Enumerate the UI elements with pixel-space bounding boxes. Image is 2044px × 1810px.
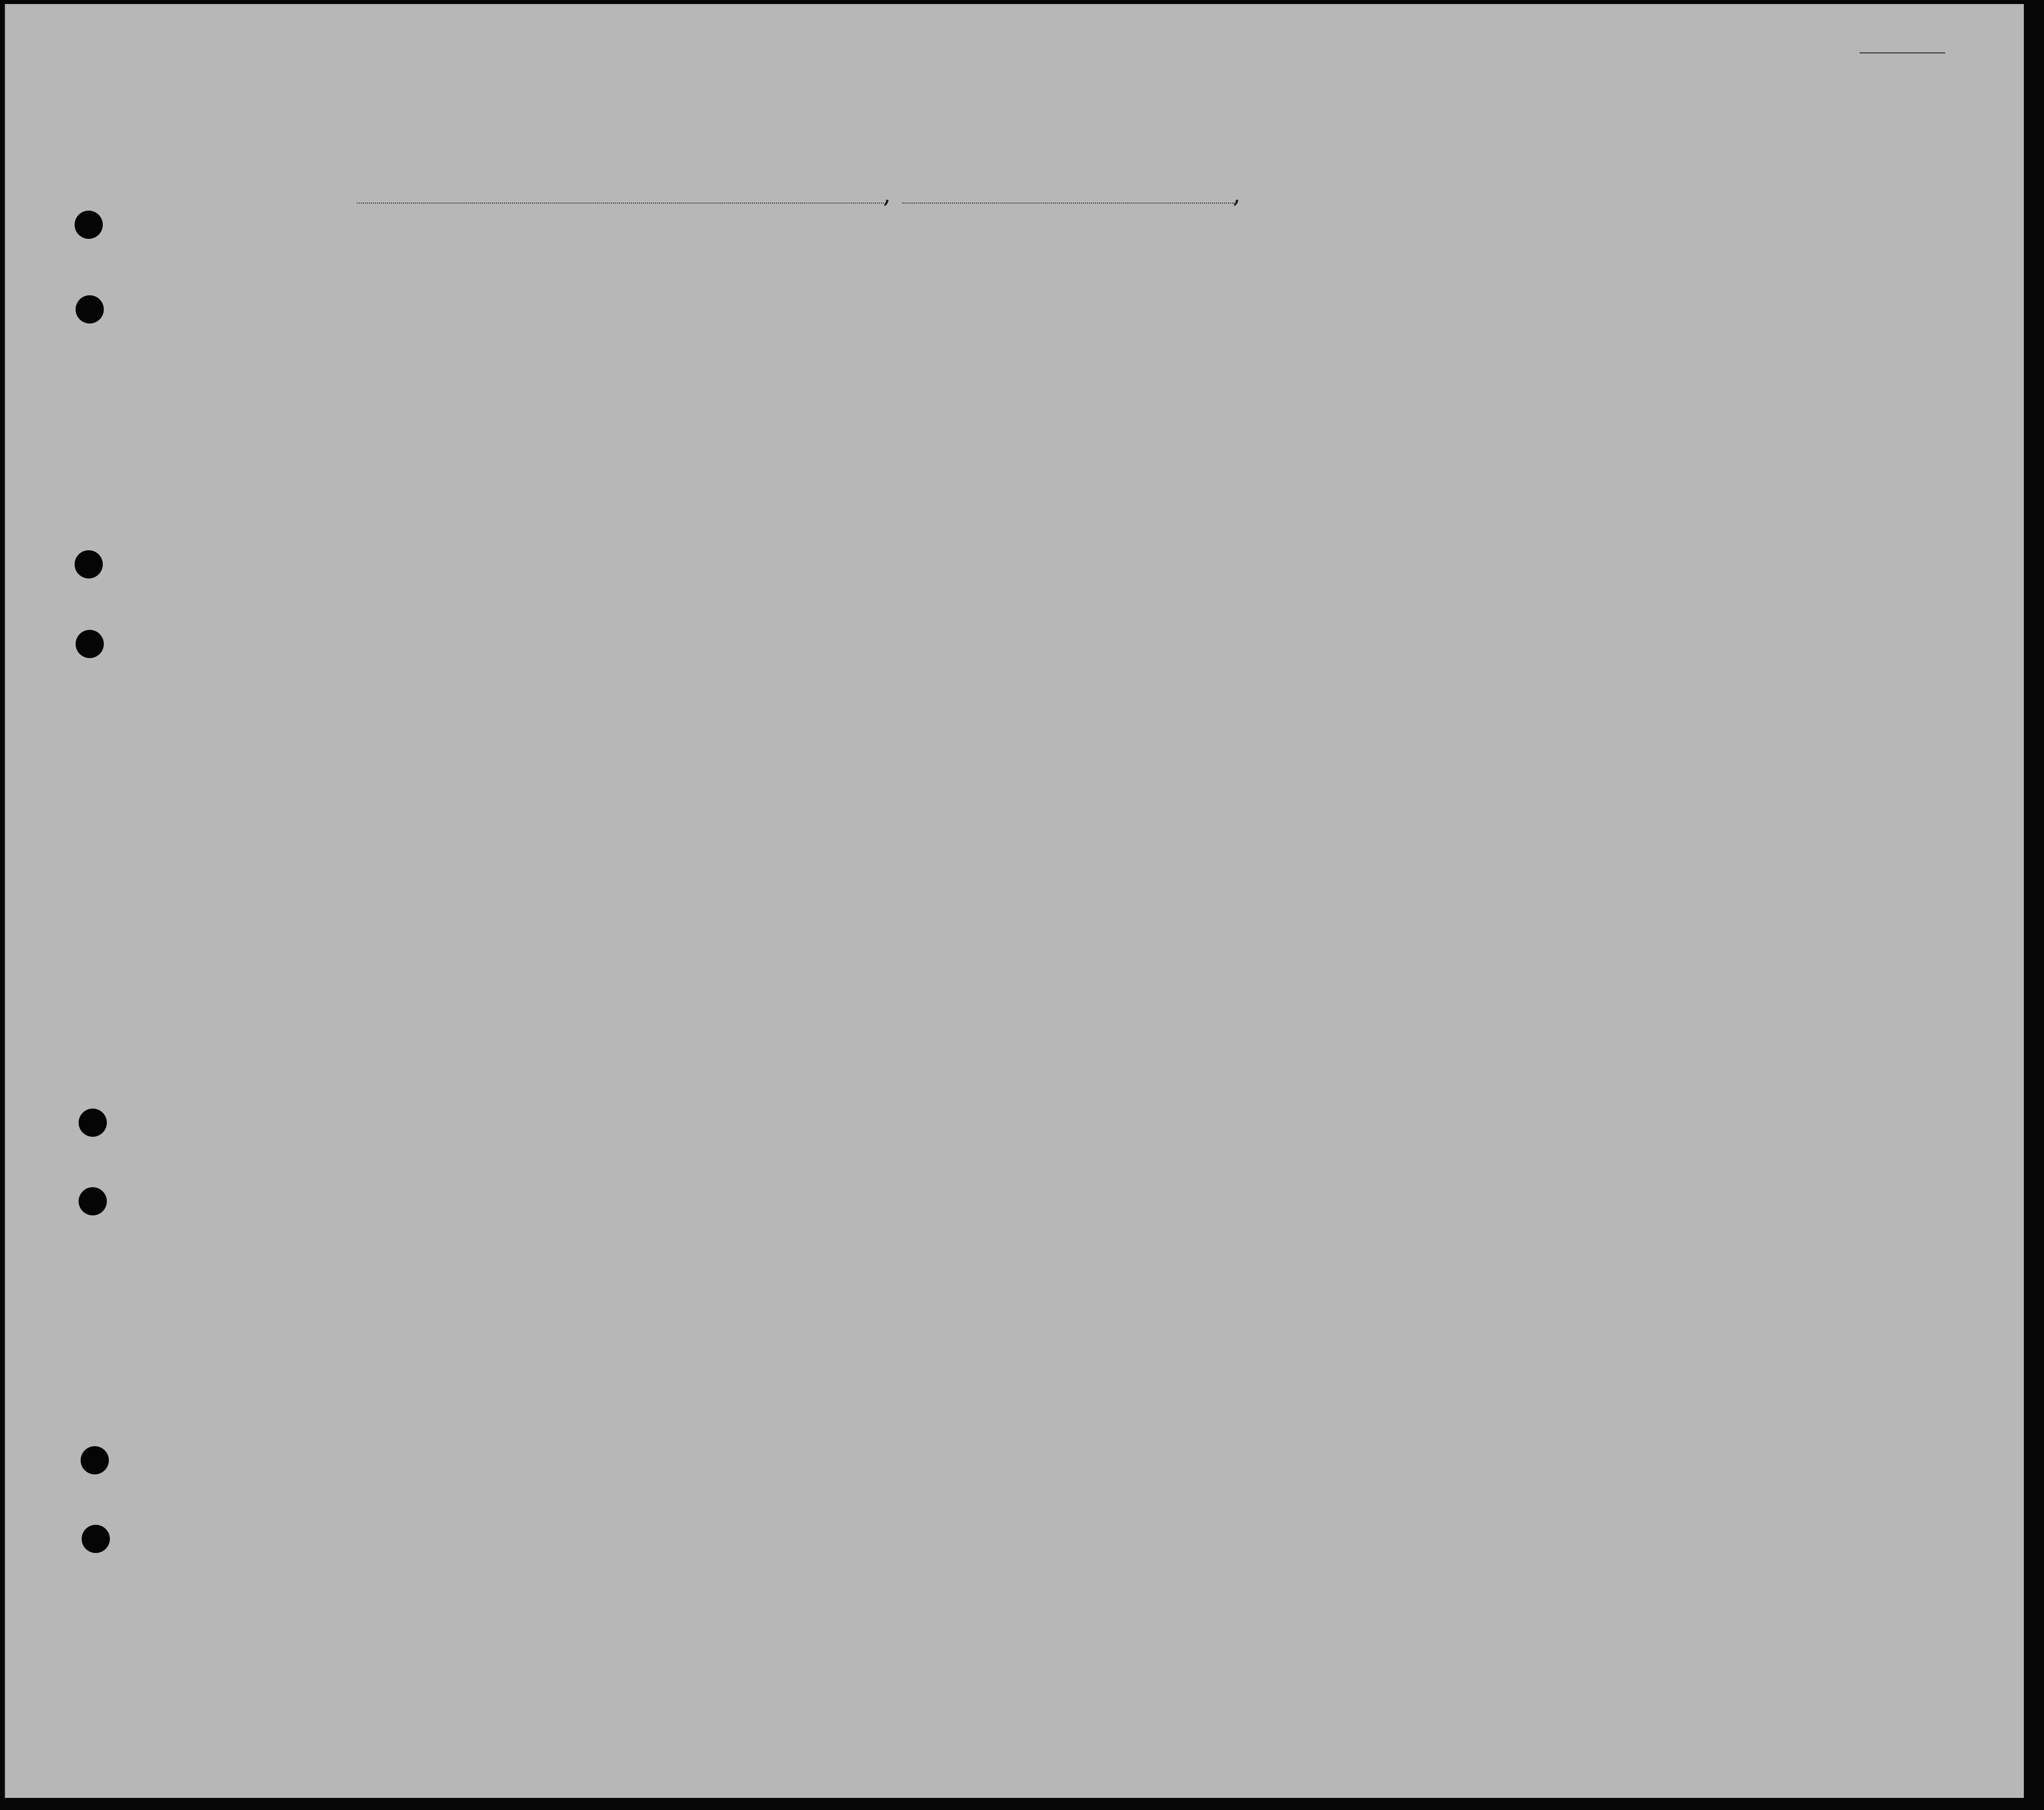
comma-separator: ,	[883, 179, 891, 209]
comma-separator: ,	[1233, 179, 1241, 209]
